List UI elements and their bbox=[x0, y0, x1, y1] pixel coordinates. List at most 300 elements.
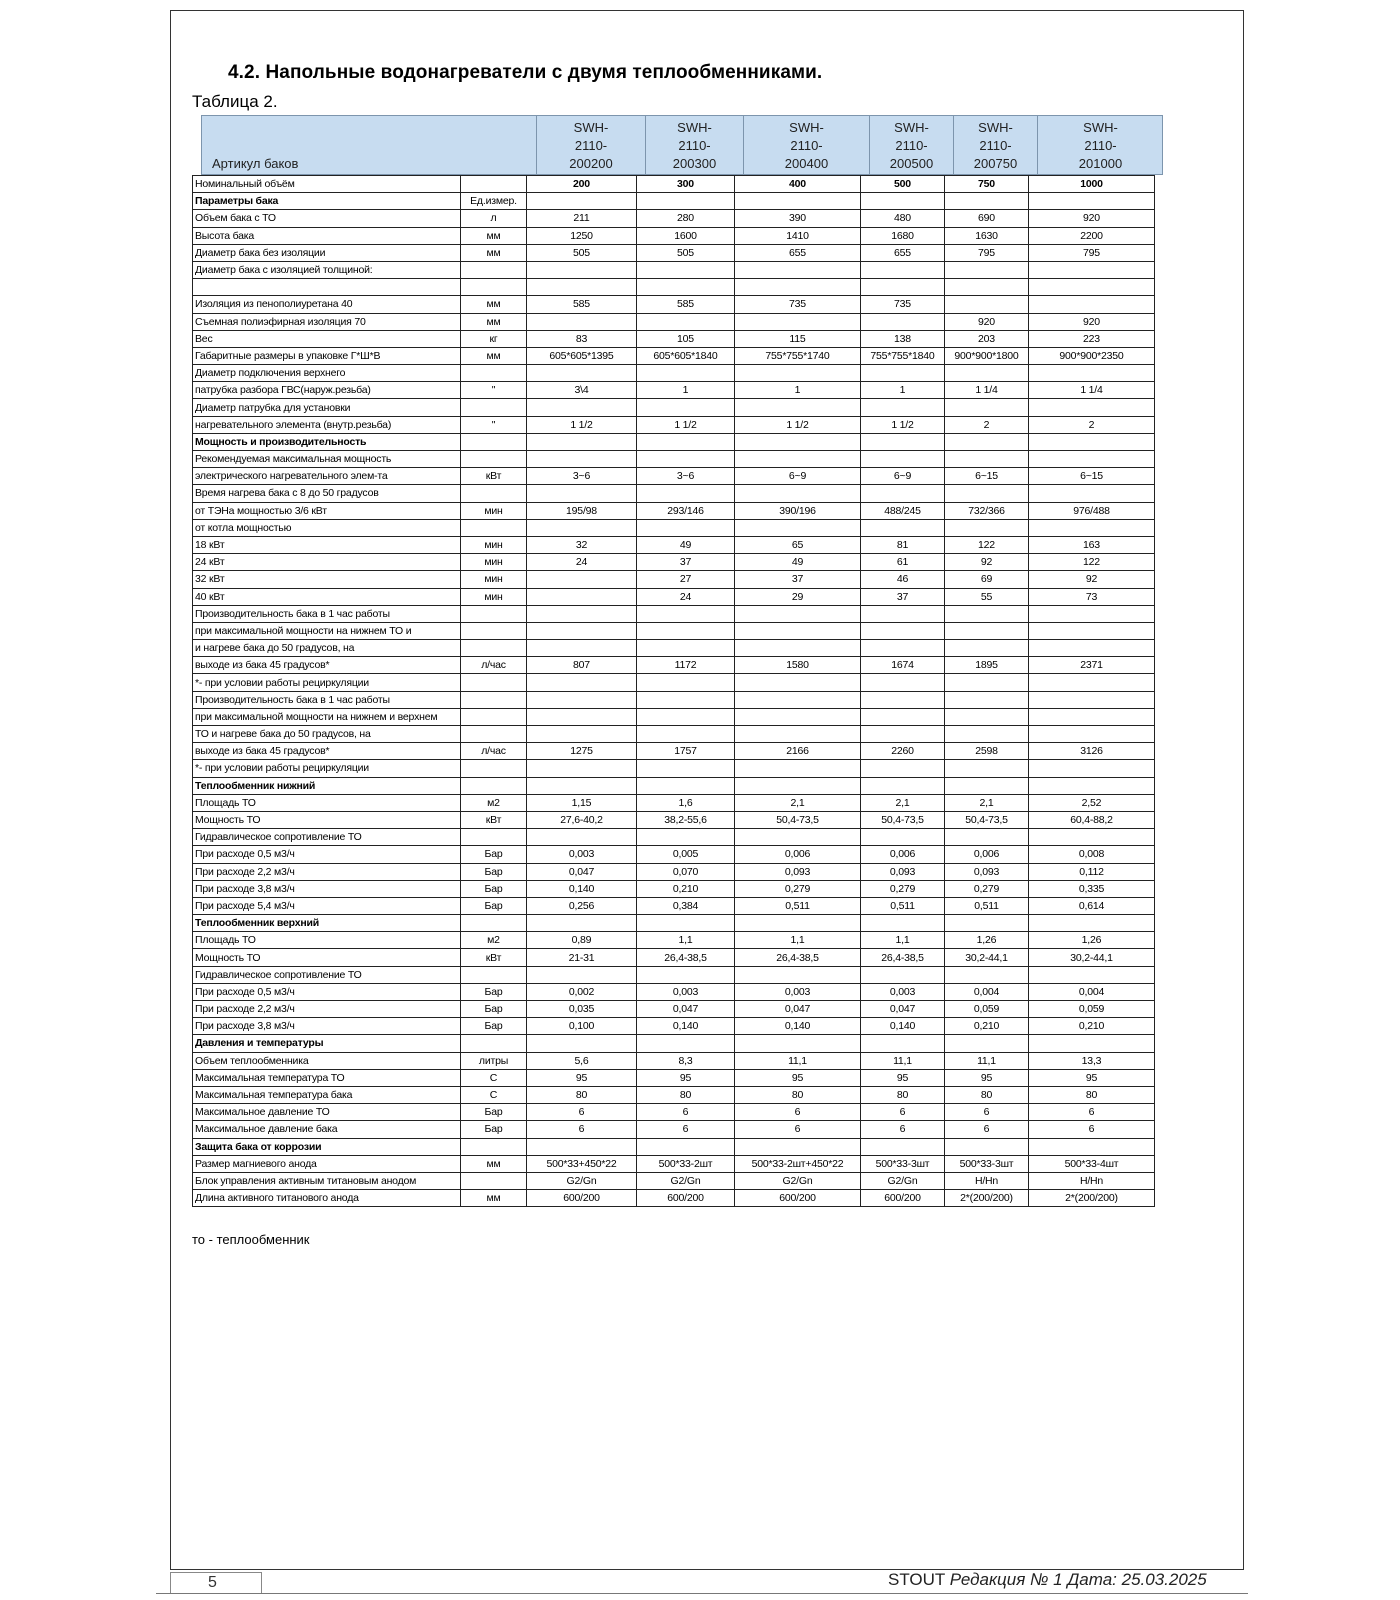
unit-cell bbox=[461, 915, 527, 932]
value-cell: 80 bbox=[1029, 1086, 1155, 1103]
value-cell bbox=[637, 519, 735, 536]
value-cell: 38,2-55,6 bbox=[637, 811, 735, 828]
value-cell bbox=[1029, 708, 1155, 725]
unit-cell: мм bbox=[461, 296, 527, 313]
value-cell: 95 bbox=[861, 1069, 945, 1086]
unit-cell: мин bbox=[461, 588, 527, 605]
unit-cell bbox=[461, 640, 527, 657]
value-cell: 0,047 bbox=[637, 1001, 735, 1018]
table-row bbox=[193, 279, 1155, 296]
value-cell: 1600 bbox=[637, 227, 735, 244]
value-cell: 24 bbox=[527, 554, 637, 571]
param-cell: электрического нагревательного элем-та bbox=[193, 468, 461, 485]
value-cell: 500*33-3шт bbox=[861, 1155, 945, 1172]
header-model-line: SWH- bbox=[789, 120, 824, 135]
value-cell: 2166 bbox=[735, 743, 861, 760]
value-cell: 24 bbox=[637, 588, 735, 605]
value-cell: 2,1 bbox=[945, 794, 1029, 811]
unit-cell: литры bbox=[461, 1052, 527, 1069]
param-cell: При расходе 0,5 м3/ч bbox=[193, 846, 461, 863]
table-row bbox=[193, 1001, 1155, 1018]
value-cell: 3\4 bbox=[527, 382, 637, 399]
value-cell: 50,4-73,5 bbox=[945, 811, 1029, 828]
value-cell bbox=[1029, 760, 1155, 777]
value-cell bbox=[945, 691, 1029, 708]
value-cell: 6 bbox=[527, 1121, 637, 1138]
unit-cell: мин bbox=[461, 502, 527, 519]
value-cell bbox=[861, 760, 945, 777]
value-cell bbox=[945, 915, 1029, 932]
value-cell: 6 bbox=[637, 1104, 735, 1121]
value-cell bbox=[861, 485, 945, 502]
value-cell: 755*755*1840 bbox=[861, 347, 945, 364]
unit-cell bbox=[461, 1138, 527, 1155]
param-cell: 32 кВт bbox=[193, 571, 461, 588]
value-cell: 600/200 bbox=[637, 1190, 735, 1207]
value-cell: 1,26 bbox=[1029, 932, 1155, 949]
value-cell bbox=[637, 451, 735, 468]
value-cell bbox=[735, 399, 861, 416]
table-row bbox=[193, 519, 1155, 536]
param-cell: Объем бака с ТО bbox=[193, 210, 461, 227]
value-cell bbox=[637, 674, 735, 691]
table-row bbox=[193, 485, 1155, 502]
value-cell: 1,1 bbox=[861, 932, 945, 949]
value-cell: 2 bbox=[945, 416, 1029, 433]
value-cell: 0,047 bbox=[735, 1001, 861, 1018]
param-cell: Время нагрева бака с 8 до 50 градусов bbox=[193, 485, 461, 502]
value-cell bbox=[637, 829, 735, 846]
footnote: то - теплообменник bbox=[192, 1232, 310, 1247]
header-model-6 bbox=[1037, 116, 1163, 176]
value-cell bbox=[1029, 1138, 1155, 1155]
value-cell: 29 bbox=[735, 588, 861, 605]
value-cell bbox=[945, 640, 1029, 657]
unit-cell bbox=[461, 760, 527, 777]
value-cell bbox=[637, 399, 735, 416]
value-cell: H/Hn bbox=[945, 1172, 1029, 1189]
value-cell bbox=[735, 451, 861, 468]
header-model-line: SWH- bbox=[1083, 120, 1118, 135]
param-cell: Длина активного титанового анода bbox=[193, 1190, 461, 1207]
value-cell bbox=[637, 193, 735, 210]
param-cell: Высота бака bbox=[193, 227, 461, 244]
unit-cell: мм bbox=[461, 1190, 527, 1207]
value-cell: 0,100 bbox=[527, 1018, 637, 1035]
value-cell bbox=[637, 777, 735, 794]
value-cell bbox=[735, 915, 861, 932]
table-row bbox=[193, 296, 1155, 313]
value-cell: 2*(200/200) bbox=[945, 1190, 1029, 1207]
table-row bbox=[193, 897, 1155, 914]
value-cell bbox=[861, 726, 945, 743]
value-cell bbox=[735, 261, 861, 278]
value-cell bbox=[861, 193, 945, 210]
footer-edition bbox=[888, 1570, 1207, 1590]
unit-cell: кВт bbox=[461, 949, 527, 966]
unit-cell: мм bbox=[461, 227, 527, 244]
value-cell: 900*900*1800 bbox=[945, 347, 1029, 364]
table-row bbox=[193, 536, 1155, 553]
value-cell: 37 bbox=[735, 571, 861, 588]
unit-cell bbox=[461, 708, 527, 725]
value-cell: 2260 bbox=[861, 743, 945, 760]
value-cell: 0,059 bbox=[1029, 1001, 1155, 1018]
value-cell: 6~9 bbox=[861, 468, 945, 485]
value-cell: 11,1 bbox=[735, 1052, 861, 1069]
value-cell: 1 1/2 bbox=[637, 416, 735, 433]
value-cell bbox=[735, 829, 861, 846]
value-cell: 92 bbox=[1029, 571, 1155, 588]
table-row bbox=[193, 880, 1155, 897]
value-cell: 0,004 bbox=[1029, 983, 1155, 1000]
table-row bbox=[193, 726, 1155, 743]
table-row bbox=[193, 811, 1155, 828]
value-cell: 6 bbox=[637, 1121, 735, 1138]
value-cell: 55 bbox=[945, 588, 1029, 605]
unit-cell bbox=[461, 176, 527, 193]
value-cell bbox=[637, 485, 735, 502]
param-cell: нагревательного элемента (внутр.резьба) bbox=[193, 416, 461, 433]
footer-edition-text: Редакция № 1 Дата: 25.03.2025 bbox=[949, 1570, 1207, 1589]
value-cell: 920 bbox=[945, 313, 1029, 330]
value-cell: 30,2-44,1 bbox=[1029, 949, 1155, 966]
unit-cell bbox=[461, 1172, 527, 1189]
value-cell bbox=[637, 365, 735, 382]
section-row bbox=[193, 777, 1155, 794]
header-model-line: 200500 bbox=[889, 156, 934, 171]
unit-cell bbox=[461, 777, 527, 794]
value-cell bbox=[735, 365, 861, 382]
table-row bbox=[193, 743, 1155, 760]
header-model-1 bbox=[536, 116, 645, 176]
param-cell: При расходе 0,5 м3/ч bbox=[193, 983, 461, 1000]
value-cell: 0,210 bbox=[637, 880, 735, 897]
value-cell bbox=[945, 296, 1029, 313]
value-cell bbox=[861, 640, 945, 657]
value-cell: 37 bbox=[637, 554, 735, 571]
value-cell: 0,047 bbox=[861, 1001, 945, 1018]
value-cell bbox=[637, 966, 735, 983]
value-cell bbox=[945, 451, 1029, 468]
header-model-4 bbox=[869, 116, 953, 176]
value-cell bbox=[637, 640, 735, 657]
table-row bbox=[193, 210, 1155, 227]
value-cell: 80 bbox=[861, 1086, 945, 1103]
table-row bbox=[193, 571, 1155, 588]
param-cell: 40 кВт bbox=[193, 588, 461, 605]
value-cell: 1895 bbox=[945, 657, 1029, 674]
value-cell bbox=[861, 691, 945, 708]
value-cell bbox=[861, 279, 945, 296]
value-cell: 1000 bbox=[1029, 176, 1155, 193]
value-cell bbox=[1029, 726, 1155, 743]
value-cell bbox=[735, 1035, 861, 1052]
param-cell: Теплообменник верхний bbox=[193, 915, 461, 932]
header-model-line: 2110- bbox=[895, 138, 928, 153]
value-cell bbox=[527, 966, 637, 983]
value-cell bbox=[1029, 829, 1155, 846]
param-cell: Гидравлическое сопротивление ТО bbox=[193, 966, 461, 983]
value-cell: 83 bbox=[527, 330, 637, 347]
header-model-line: 2110- bbox=[979, 138, 1012, 153]
value-cell bbox=[735, 605, 861, 622]
value-cell: 3126 bbox=[1029, 743, 1155, 760]
param-cell bbox=[193, 279, 461, 296]
value-cell: 795 bbox=[1029, 244, 1155, 261]
value-cell bbox=[1029, 519, 1155, 536]
value-cell bbox=[1029, 622, 1155, 639]
value-cell: 2,52 bbox=[1029, 794, 1155, 811]
value-cell: 30,2-44,1 bbox=[945, 949, 1029, 966]
value-cell bbox=[527, 605, 637, 622]
unit-cell: Бар bbox=[461, 863, 527, 880]
value-cell: 1 1/2 bbox=[735, 416, 861, 433]
value-cell bbox=[527, 1035, 637, 1052]
param-cell: *- при условии работы рециркуляции bbox=[193, 760, 461, 777]
unit-cell bbox=[461, 279, 527, 296]
param-cell: Защита бака от коррозии bbox=[193, 1138, 461, 1155]
value-cell bbox=[527, 640, 637, 657]
value-cell: 750 bbox=[945, 176, 1029, 193]
value-cell: 80 bbox=[527, 1086, 637, 1103]
table-row bbox=[193, 657, 1155, 674]
value-cell bbox=[945, 261, 1029, 278]
value-cell: 1,1 bbox=[637, 932, 735, 949]
value-cell: 0,004 bbox=[945, 983, 1029, 1000]
param-cell: Вес bbox=[193, 330, 461, 347]
value-cell: 1674 bbox=[861, 657, 945, 674]
value-cell: 480 bbox=[861, 210, 945, 227]
value-cell: 1580 bbox=[735, 657, 861, 674]
value-cell bbox=[1029, 485, 1155, 502]
value-cell bbox=[637, 691, 735, 708]
value-cell bbox=[527, 193, 637, 210]
header-model-5 bbox=[953, 116, 1037, 176]
value-cell bbox=[637, 760, 735, 777]
param-cell: Изоляция из пенополиуретана 40 bbox=[193, 296, 461, 313]
value-cell: 655 bbox=[735, 244, 861, 261]
value-cell: 0,008 bbox=[1029, 846, 1155, 863]
value-cell: 1,15 bbox=[527, 794, 637, 811]
unit-cell: Бар bbox=[461, 880, 527, 897]
table-row bbox=[193, 244, 1155, 261]
unit-cell: м2 bbox=[461, 794, 527, 811]
param-cell: при максимальной мощности на нижнем ТО и bbox=[193, 622, 461, 639]
value-cell bbox=[735, 485, 861, 502]
table-row bbox=[193, 399, 1155, 416]
value-cell bbox=[945, 674, 1029, 691]
value-cell: 690 bbox=[945, 210, 1029, 227]
value-cell: 600/200 bbox=[735, 1190, 861, 1207]
value-cell: 3~6 bbox=[527, 468, 637, 485]
param-cell: *- при условии работы рециркуляции bbox=[193, 674, 461, 691]
table-caption: Таблица 2. bbox=[192, 92, 278, 111]
value-cell: 50,4-73,5 bbox=[735, 811, 861, 828]
unit-cell bbox=[461, 605, 527, 622]
value-cell: 2371 bbox=[1029, 657, 1155, 674]
value-cell: 6 bbox=[1029, 1121, 1155, 1138]
table-row bbox=[193, 1018, 1155, 1035]
value-cell bbox=[861, 313, 945, 330]
header-model-3 bbox=[743, 116, 869, 176]
unit-cell: Бар bbox=[461, 1018, 527, 1035]
value-cell bbox=[637, 433, 735, 450]
value-cell: 0,112 bbox=[1029, 863, 1155, 880]
table-row bbox=[193, 554, 1155, 571]
value-cell bbox=[527, 691, 637, 708]
value-cell bbox=[861, 519, 945, 536]
header-model-line: 2110- bbox=[678, 138, 711, 153]
value-cell: 585 bbox=[527, 296, 637, 313]
value-cell bbox=[945, 760, 1029, 777]
table-row bbox=[193, 794, 1155, 811]
value-cell: 1 bbox=[637, 382, 735, 399]
param-cell: Размер магниевого анода bbox=[193, 1155, 461, 1172]
value-cell: 0,140 bbox=[637, 1018, 735, 1035]
value-cell: 211 bbox=[527, 210, 637, 227]
value-cell: 6 bbox=[945, 1104, 1029, 1121]
table-row bbox=[193, 640, 1155, 657]
table-row bbox=[193, 502, 1155, 519]
unit-cell bbox=[461, 485, 527, 502]
value-cell bbox=[735, 279, 861, 296]
param-cell: Площадь ТО bbox=[193, 932, 461, 949]
value-cell: 920 bbox=[1029, 210, 1155, 227]
value-cell bbox=[735, 193, 861, 210]
value-cell bbox=[861, 365, 945, 382]
unit-cell: кг bbox=[461, 330, 527, 347]
value-cell bbox=[861, 966, 945, 983]
value-cell bbox=[1029, 399, 1155, 416]
value-cell: 95 bbox=[637, 1069, 735, 1086]
value-cell bbox=[637, 1035, 735, 1052]
value-cell: G2/Gn bbox=[861, 1172, 945, 1189]
table-row bbox=[193, 1069, 1155, 1086]
value-cell bbox=[637, 261, 735, 278]
value-cell bbox=[637, 915, 735, 932]
value-cell bbox=[945, 708, 1029, 725]
param-cell: Теплообменник нижний bbox=[193, 777, 461, 794]
value-cell bbox=[1029, 261, 1155, 278]
table-row bbox=[193, 691, 1155, 708]
header-model-line: SWH- bbox=[894, 120, 929, 135]
header-model-line: 200750 bbox=[973, 156, 1018, 171]
unit-cell: С bbox=[461, 1086, 527, 1103]
value-cell: 1172 bbox=[637, 657, 735, 674]
unit-cell: мм bbox=[461, 1155, 527, 1172]
value-cell: G2/Gn bbox=[527, 1172, 637, 1189]
table-row bbox=[193, 382, 1155, 399]
table-row bbox=[193, 468, 1155, 485]
section-row bbox=[193, 1035, 1155, 1052]
value-cell bbox=[637, 726, 735, 743]
value-cell: 138 bbox=[861, 330, 945, 347]
unit-cell: кВт bbox=[461, 811, 527, 828]
value-cell bbox=[735, 726, 861, 743]
value-cell: 6 bbox=[945, 1121, 1029, 1138]
value-cell: 0,003 bbox=[861, 983, 945, 1000]
unit-cell bbox=[461, 966, 527, 983]
unit-cell: м2 bbox=[461, 932, 527, 949]
section-row bbox=[193, 1138, 1155, 1155]
value-cell bbox=[527, 485, 637, 502]
value-cell: G2/Gn bbox=[637, 1172, 735, 1189]
value-cell: 6~9 bbox=[735, 468, 861, 485]
value-cell bbox=[527, 399, 637, 416]
value-cell: 1,26 bbox=[945, 932, 1029, 949]
value-cell: 32 bbox=[527, 536, 637, 553]
value-cell: H/Hn bbox=[1029, 1172, 1155, 1189]
value-cell bbox=[945, 279, 1029, 296]
value-cell: 65 bbox=[735, 536, 861, 553]
value-cell bbox=[527, 261, 637, 278]
value-cell: 0,384 bbox=[637, 897, 735, 914]
value-cell bbox=[735, 760, 861, 777]
param-cell: выходе из бака 45 градусов* bbox=[193, 657, 461, 674]
param-cell: Мощность ТО bbox=[193, 811, 461, 828]
unit-cell: мм bbox=[461, 244, 527, 261]
value-cell bbox=[527, 365, 637, 382]
value-cell: 0,256 bbox=[527, 897, 637, 914]
value-cell bbox=[527, 726, 637, 743]
value-cell: 6 bbox=[861, 1104, 945, 1121]
param-cell: Диаметр подключения верхнего bbox=[193, 365, 461, 382]
value-cell bbox=[637, 622, 735, 639]
table-row bbox=[193, 605, 1155, 622]
value-cell bbox=[945, 1035, 1029, 1052]
unit-cell bbox=[461, 674, 527, 691]
value-cell: 60,4-88,2 bbox=[1029, 811, 1155, 828]
value-cell: 735 bbox=[861, 296, 945, 313]
unit-cell: " bbox=[461, 416, 527, 433]
value-cell: 795 bbox=[945, 244, 1029, 261]
value-cell: 0,093 bbox=[945, 863, 1029, 880]
table-row bbox=[193, 863, 1155, 880]
value-cell: 95 bbox=[735, 1069, 861, 1086]
value-cell: 61 bbox=[861, 554, 945, 571]
unit-cell bbox=[461, 519, 527, 536]
unit-cell bbox=[461, 622, 527, 639]
value-cell: 26,4-38,5 bbox=[861, 949, 945, 966]
value-cell bbox=[1029, 966, 1155, 983]
param-cell: Гидравлическое сопротивление ТО bbox=[193, 829, 461, 846]
table-row bbox=[193, 176, 1155, 193]
value-cell bbox=[527, 313, 637, 330]
value-cell bbox=[1029, 1035, 1155, 1052]
value-cell bbox=[1029, 640, 1155, 657]
value-cell: 0,140 bbox=[527, 880, 637, 897]
table-row bbox=[193, 846, 1155, 863]
param-cell: при максимальной мощности на нижнем и верхнем bbox=[193, 708, 461, 725]
value-cell: 500*33-2шт+450*22 bbox=[735, 1155, 861, 1172]
table-row bbox=[193, 588, 1155, 605]
value-cell: 1,1 bbox=[735, 932, 861, 949]
value-cell: 2 bbox=[1029, 416, 1155, 433]
value-cell: 223 bbox=[1029, 330, 1155, 347]
param-cell: и нагреве бака до 50 градусов, на bbox=[193, 640, 461, 657]
param-cell: Рекомендуемая максимальная мощность bbox=[193, 451, 461, 468]
unit-cell bbox=[461, 399, 527, 416]
param-cell: При расходе 5,4 м3/ч bbox=[193, 897, 461, 914]
unit-cell: мин bbox=[461, 536, 527, 553]
value-cell: 195/98 bbox=[527, 502, 637, 519]
value-cell: 0,511 bbox=[735, 897, 861, 914]
header-model-line: SWH- bbox=[573, 120, 609, 135]
value-cell: 6 bbox=[735, 1121, 861, 1138]
param-cell: 24 кВт bbox=[193, 554, 461, 571]
value-cell: 0,006 bbox=[945, 846, 1029, 863]
